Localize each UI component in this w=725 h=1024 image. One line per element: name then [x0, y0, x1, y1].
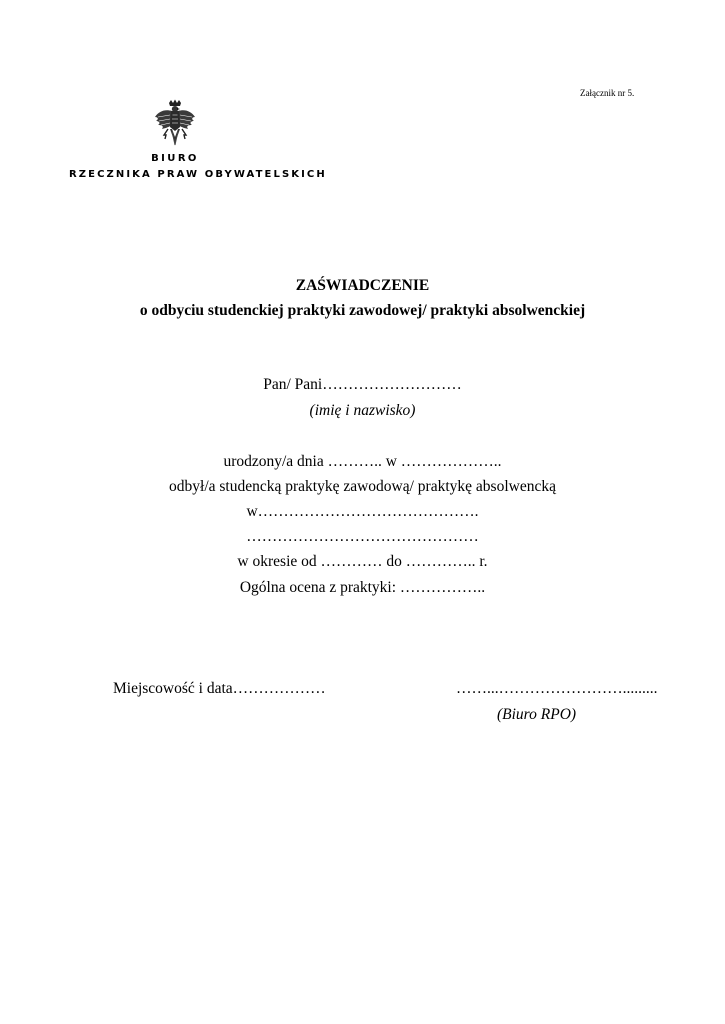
name-line: Pan/ Pani………………………: [263, 376, 462, 393]
org-name-line1: BIURO: [151, 153, 199, 164]
internship-period-line: w okresie od ………… do ………….. r.: [237, 553, 488, 570]
org-name-line2: RZECZNIKA PRAW OBYWATELSKICH: [69, 169, 327, 180]
internship-place-line-1: w…………………………………….: [246, 503, 479, 520]
annex-label: Załącznik nr 5.: [580, 88, 635, 98]
signature-hint: (Biuro RPO): [497, 706, 577, 723]
document-subtitle: o odbyciu studenckiej praktyki zawodowej/ praktyki absolwenckiej: [139, 302, 586, 319]
internship-place-line-2: ………………………………………: [246, 528, 479, 545]
name-hint: (imię i nazwisko): [309, 402, 416, 419]
birth-line: urodzony/a dnia ……….. w ………………..: [223, 453, 502, 470]
internship-completed-line: odbył/a studencką praktykę zawodową/ praktykę absolwencką: [169, 478, 556, 495]
signature-line: ……...…………………….........: [456, 680, 658, 697]
document-title: ZAŚWIADCZENIE: [295, 277, 430, 294]
place-and-date: Miejscowość i data………………: [113, 680, 326, 697]
polish-eagle-emblem-icon: [153, 99, 197, 147]
overall-grade-line: Ogólna ocena z praktyki: ……………..: [239, 579, 486, 596]
